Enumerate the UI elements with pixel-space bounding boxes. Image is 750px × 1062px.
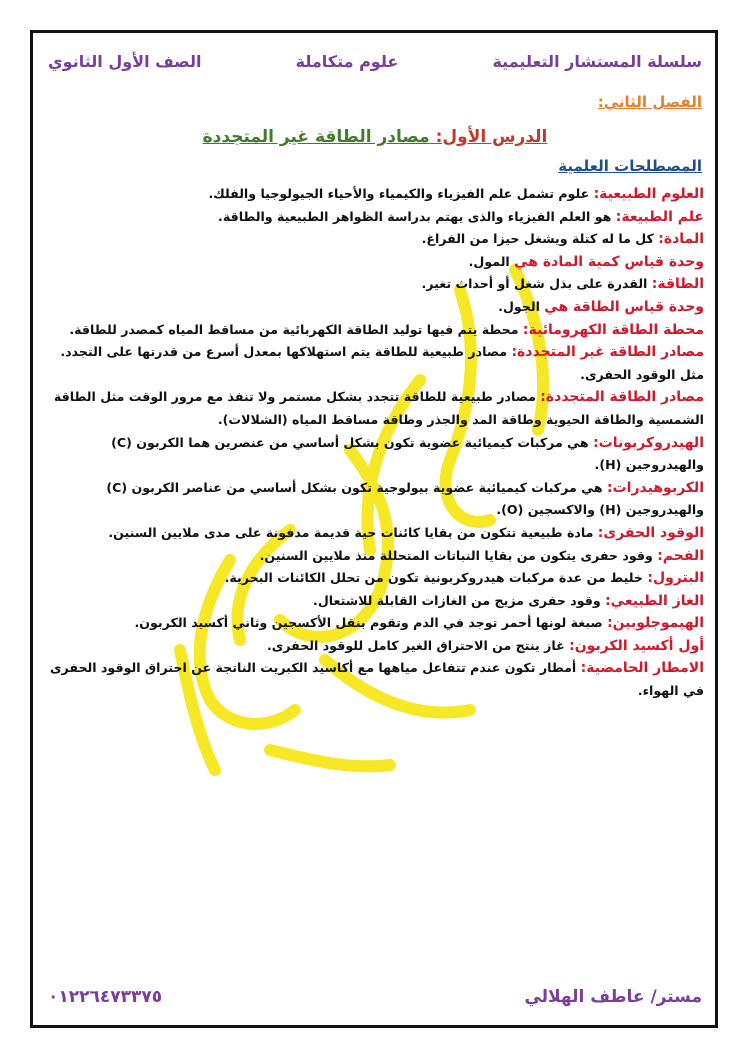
definition-term: الكربوهيدرات: bbox=[607, 479, 704, 496]
definition-item bbox=[48, 522, 704, 545]
definition-term: علم الطبيعة: bbox=[615, 208, 704, 225]
definition-text: مصادر طبيعية للطاقة تتجدد بشكل مستمر ولا تنفذ مع مرور الوقت مثل الطاقة الشمسية والطاقة الحيوية وطاقة المد والجذر وطاقة مساقط المياه (الشلالات). bbox=[53, 389, 704, 427]
definition-term: المادة: bbox=[658, 231, 704, 248]
definition-term: الطاقة: bbox=[651, 276, 704, 293]
definition-item bbox=[48, 251, 704, 274]
definition-text: علوم تشمل علم الفيزياء والكيمياء والأحياء الجيولوجيا والفلك. bbox=[208, 186, 590, 201]
definitions-list bbox=[48, 183, 704, 703]
definition-item bbox=[48, 228, 704, 251]
definition-term: مصادر الطاقة المتجددة: bbox=[540, 389, 704, 406]
definition-text: وقود حفرى يتكون من بقايا النباتات المتحللة منذ ملايين السنين. bbox=[259, 547, 653, 563]
lesson-heading bbox=[48, 127, 702, 147]
definition-item bbox=[48, 567, 704, 590]
lesson-title: مصادر الطاقة غير المتجددة bbox=[202, 127, 430, 147]
definition-text: المول. bbox=[468, 253, 510, 269]
definition-item bbox=[48, 432, 704, 477]
definition-text: القدرة على بذل شغل أو أحداث تغير. bbox=[421, 276, 648, 292]
definition-term: العلوم الطبيعية: bbox=[593, 186, 704, 202]
definition-text: مادة طبيعية تتكون من بقايا كائنات حية قديمة مدفونة على مدى ملايين السنين. bbox=[108, 524, 594, 540]
chapter-title: الفصل الثاني: bbox=[597, 93, 702, 111]
definition-text: صبغة لونها أحمر توجد في الدم وتقوم بنقل الأكسجين وثاني أكسيد الكربون. bbox=[134, 615, 603, 631]
definition-item bbox=[48, 386, 704, 431]
phone-number: ٠١٢٢٦٤٧٣٣٧٥ bbox=[48, 987, 163, 1007]
author-name: مستر/ عاطف الهلالي bbox=[524, 987, 702, 1007]
definition-item bbox=[48, 183, 704, 206]
subject-title: علوم متكاملة bbox=[295, 51, 399, 71]
definition-term: الوقود الحفرى: bbox=[597, 524, 704, 541]
definition-text: الجول. bbox=[498, 298, 540, 314]
definition-term: محطة الطاقة الكهرومائية: bbox=[522, 321, 704, 338]
definition-term: الغاز الطبيعي: bbox=[605, 592, 704, 609]
definition-term: البترول: bbox=[647, 570, 704, 587]
section-title: المصطلحات العلمية bbox=[558, 157, 702, 175]
definition-item bbox=[48, 296, 704, 319]
definition-item bbox=[48, 341, 704, 386]
definition-term: مصادر الطاقة غير المتجددة: bbox=[511, 344, 704, 361]
definition-text: خليط من عدة مركبات هيدروكربونية تكون من تحلل الكائنات البحرية. bbox=[224, 570, 643, 586]
definition-item bbox=[48, 590, 704, 613]
definition-text: مصادر طبيعية للطاقة يتم استهلاكها بمعدل أسرع من قدرتها على التجدد. مثل الوقود الحفرى. bbox=[60, 344, 704, 382]
definition-text: هو العلم الفيزياء والذى يهتم بدراسة الظواهر الطبيعية والطاقة. bbox=[218, 208, 612, 224]
definition-text: كل ما له كتلة ويشغل حيزا من الفراغ. bbox=[421, 231, 654, 247]
definition-text: محطة يتم فيها توليد الطاقة الكهربائية من مساقط المياه كمصدر للطاقة. bbox=[69, 321, 519, 337]
grade-title: الصف الأول الثانوي bbox=[48, 51, 202, 71]
definition-item bbox=[48, 545, 704, 568]
definition-item bbox=[48, 657, 704, 702]
definition-term: الامطار الحامضية: bbox=[580, 660, 704, 677]
definition-item bbox=[48, 206, 704, 229]
definition-item bbox=[48, 612, 704, 635]
definition-text: هي مركبات كيميائية عضوية تكون بشكل أساسي من عنصرين هما الكربون (C) والهيدروجين (H). bbox=[111, 434, 704, 473]
page-footer bbox=[48, 982, 702, 1012]
definition-text: وقود حفرى مزيج من الغازات القابلة للاشتعال. bbox=[313, 592, 601, 608]
definition-item bbox=[48, 635, 704, 658]
definition-term: وحدة قياس الطاقة هي bbox=[544, 298, 704, 315]
series-title: سلسلة المستشار التعليمية bbox=[492, 51, 702, 71]
definition-term: الهيدروكربونات: bbox=[593, 434, 704, 451]
definition-item bbox=[48, 477, 704, 522]
definition-item bbox=[48, 319, 704, 342]
definition-text: غاز ينتج من الاحتراق الغير كامل للوقود الحفرى. bbox=[266, 637, 565, 653]
definition-term: الفحم: bbox=[657, 547, 704, 564]
lesson-label: الدرس الأول: bbox=[435, 127, 548, 147]
definition-term: أول أكسيد الكربون: bbox=[569, 637, 704, 654]
page-header bbox=[48, 48, 702, 74]
definition-term: وحدة قياس كمية المادة هي bbox=[514, 253, 704, 270]
definition-text: أمطار تكون عندم تتفاعل مياهها مع أكاسيد الكبريت الناتجة عن احتراق الوقود الحفرى في الهواء. bbox=[50, 660, 704, 699]
definition-item bbox=[48, 273, 704, 296]
definition-text: هي مركبات كيميائية عضوية بيولوجية تكون بشكل أساسي من عناصر الكربون (C) والهيدروجين (H) والاكسجين (O). bbox=[106, 479, 704, 518]
definition-term: الهيموجلوبين: bbox=[607, 615, 704, 632]
